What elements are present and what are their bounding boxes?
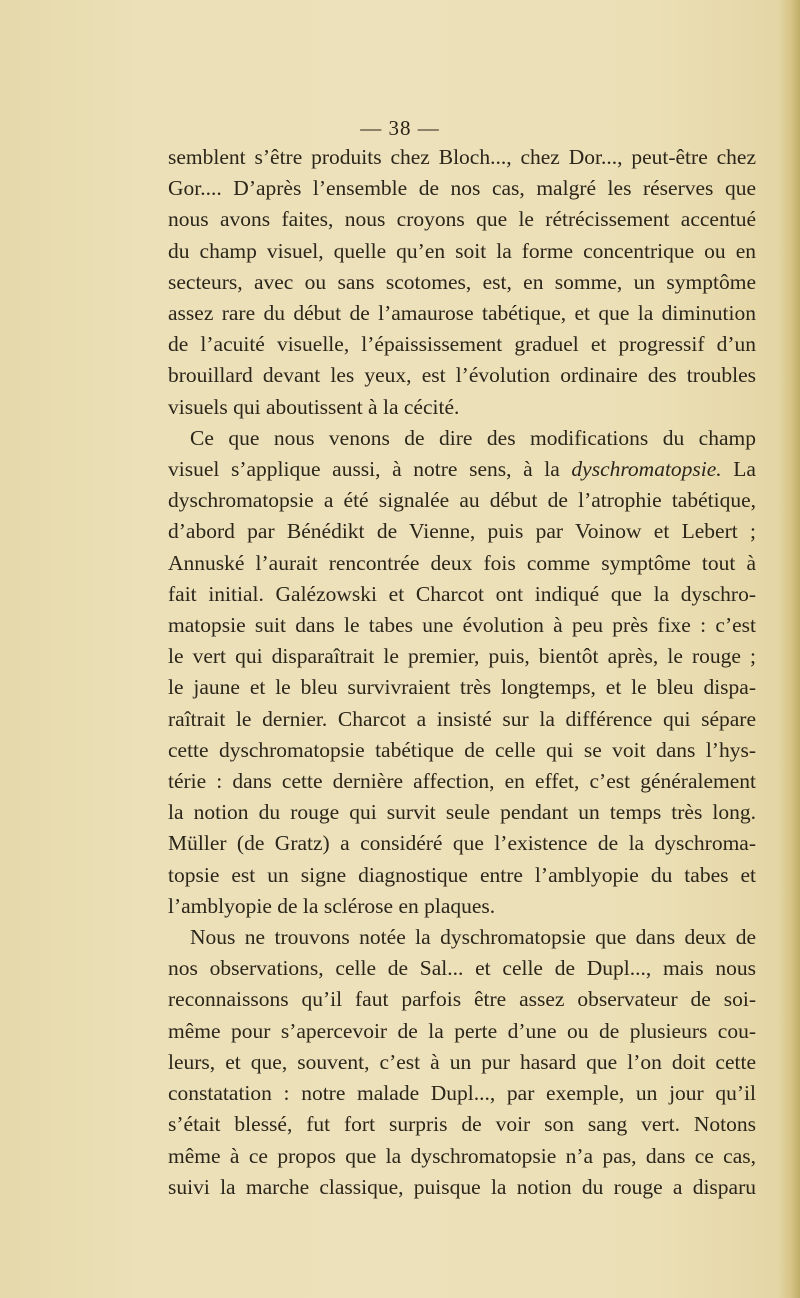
text-segment: visuel s’applique aussi, à notre sens, à la: [168, 457, 572, 482]
text-line: Annuské l’aurait rencontrée deux fois comme symptôme tout à: [168, 550, 756, 575]
text-line-with-italic: [168, 454, 756, 485]
text-line: brouillard devant les yeux, est l’évolution ordinaire des troubles: [168, 363, 756, 388]
italic-term: dyschromatopsie.: [571, 457, 722, 482]
text-line: la notion du rouge qui survit seule pendant un temps très long.: [168, 800, 756, 825]
text-line: suivi la marche classique, puisque la notion du rouge a disparu: [168, 1174, 756, 1199]
text-line: assez rare du début de l’amaurose tabétique, et que la diminution: [168, 301, 756, 326]
text-line: de l’acuité visuelle, l’épaississement graduel et progressif d’un: [168, 332, 756, 357]
text-line: constatation : notre malade Dupl..., par exemple, un jour qu’il: [168, 1081, 756, 1106]
text-line: nos observations, celle de Sal... et celle de Dupl..., mais nous: [168, 956, 756, 981]
text-line: raîtrait le dernier. Charcot a insisté sur la différence qui sépare: [168, 706, 756, 731]
text-line: visuels qui aboutissent à la cécité.: [168, 394, 460, 419]
text-line: même pour s’apercevoir de la perte d’une ou de plusieurs cou-: [168, 1018, 756, 1043]
text-line: le vert qui disparaîtrait le premier, puis, bientôt après, le rouge ;: [168, 644, 756, 669]
text-line: topsie est un signe diagnostique entre l’amblyopie du tabes et: [168, 862, 756, 887]
body-text: [168, 142, 756, 1203]
text-line: s’était blessé, fut fort surpris de voir son sang vert. Notons: [168, 1112, 756, 1137]
text-line: térie : dans cette dernière affection, en effet, c’est généralement: [168, 769, 756, 794]
text-line: le jaune et le bleu survivraient très longtemps, et le bleu dispa-: [168, 675, 756, 700]
text-line: d’abord par Bénédikt de Vienne, puis par Voinow et Lebert ;: [168, 519, 756, 544]
text-line: Ce que nous venons de dire des modifications du champ: [190, 425, 756, 450]
text-line: matopsie suit dans le tabes une évolution à peu près fixe : c’est: [168, 613, 756, 638]
text-line: Nous ne trouvons notée la dyschromatopsie que dans deux de: [190, 925, 756, 950]
page-number: — 38 —: [360, 116, 440, 140]
text-line: semblent s’être produits chez Bloch..., chez Dor..., peut-être chez: [168, 145, 756, 169]
text-line: secteurs, avec ou sans scotomes, est, en somme, un symptôme: [168, 269, 756, 294]
text-line: nous avons faites, nous croyons que le rétrécissement accentué: [168, 207, 756, 232]
text-line: cette dyschromatopsie tabétique de celle qui se voit dans l’hys-: [168, 737, 756, 762]
text-line: même à ce propos que la dyschromatopsie n’a pas, dans ce cas,: [168, 1143, 756, 1168]
text-line: dyschromatopsie a été signalée au début de l’atrophie tabétique,: [168, 488, 756, 513]
text-line: Gor.... D’après l’ensemble de nos cas, malgré les réserves que: [168, 176, 756, 201]
text-segment: La: [721, 457, 756, 482]
text-line: l’amblyopie de la sclérose en plaques.: [168, 893, 496, 918]
text-line: du champ visuel, quelle qu’en soit la forme concentrique ou en: [168, 238, 756, 263]
text-line: Müller (de Gratz) a considéré que l’existence de la dyschroma-: [168, 831, 756, 856]
text-line: fait initial. Galézowski et Charcot ont indiqué que la dyschro-: [168, 581, 756, 606]
text-line: leurs, et que, souvent, c’est à un pur hasard que l’on doit cette: [168, 1049, 756, 1074]
page-edge-shadow: [778, 0, 800, 1298]
text-line: reconnaissons qu’il faut parfois être assez observateur de soi-: [168, 987, 756, 1012]
